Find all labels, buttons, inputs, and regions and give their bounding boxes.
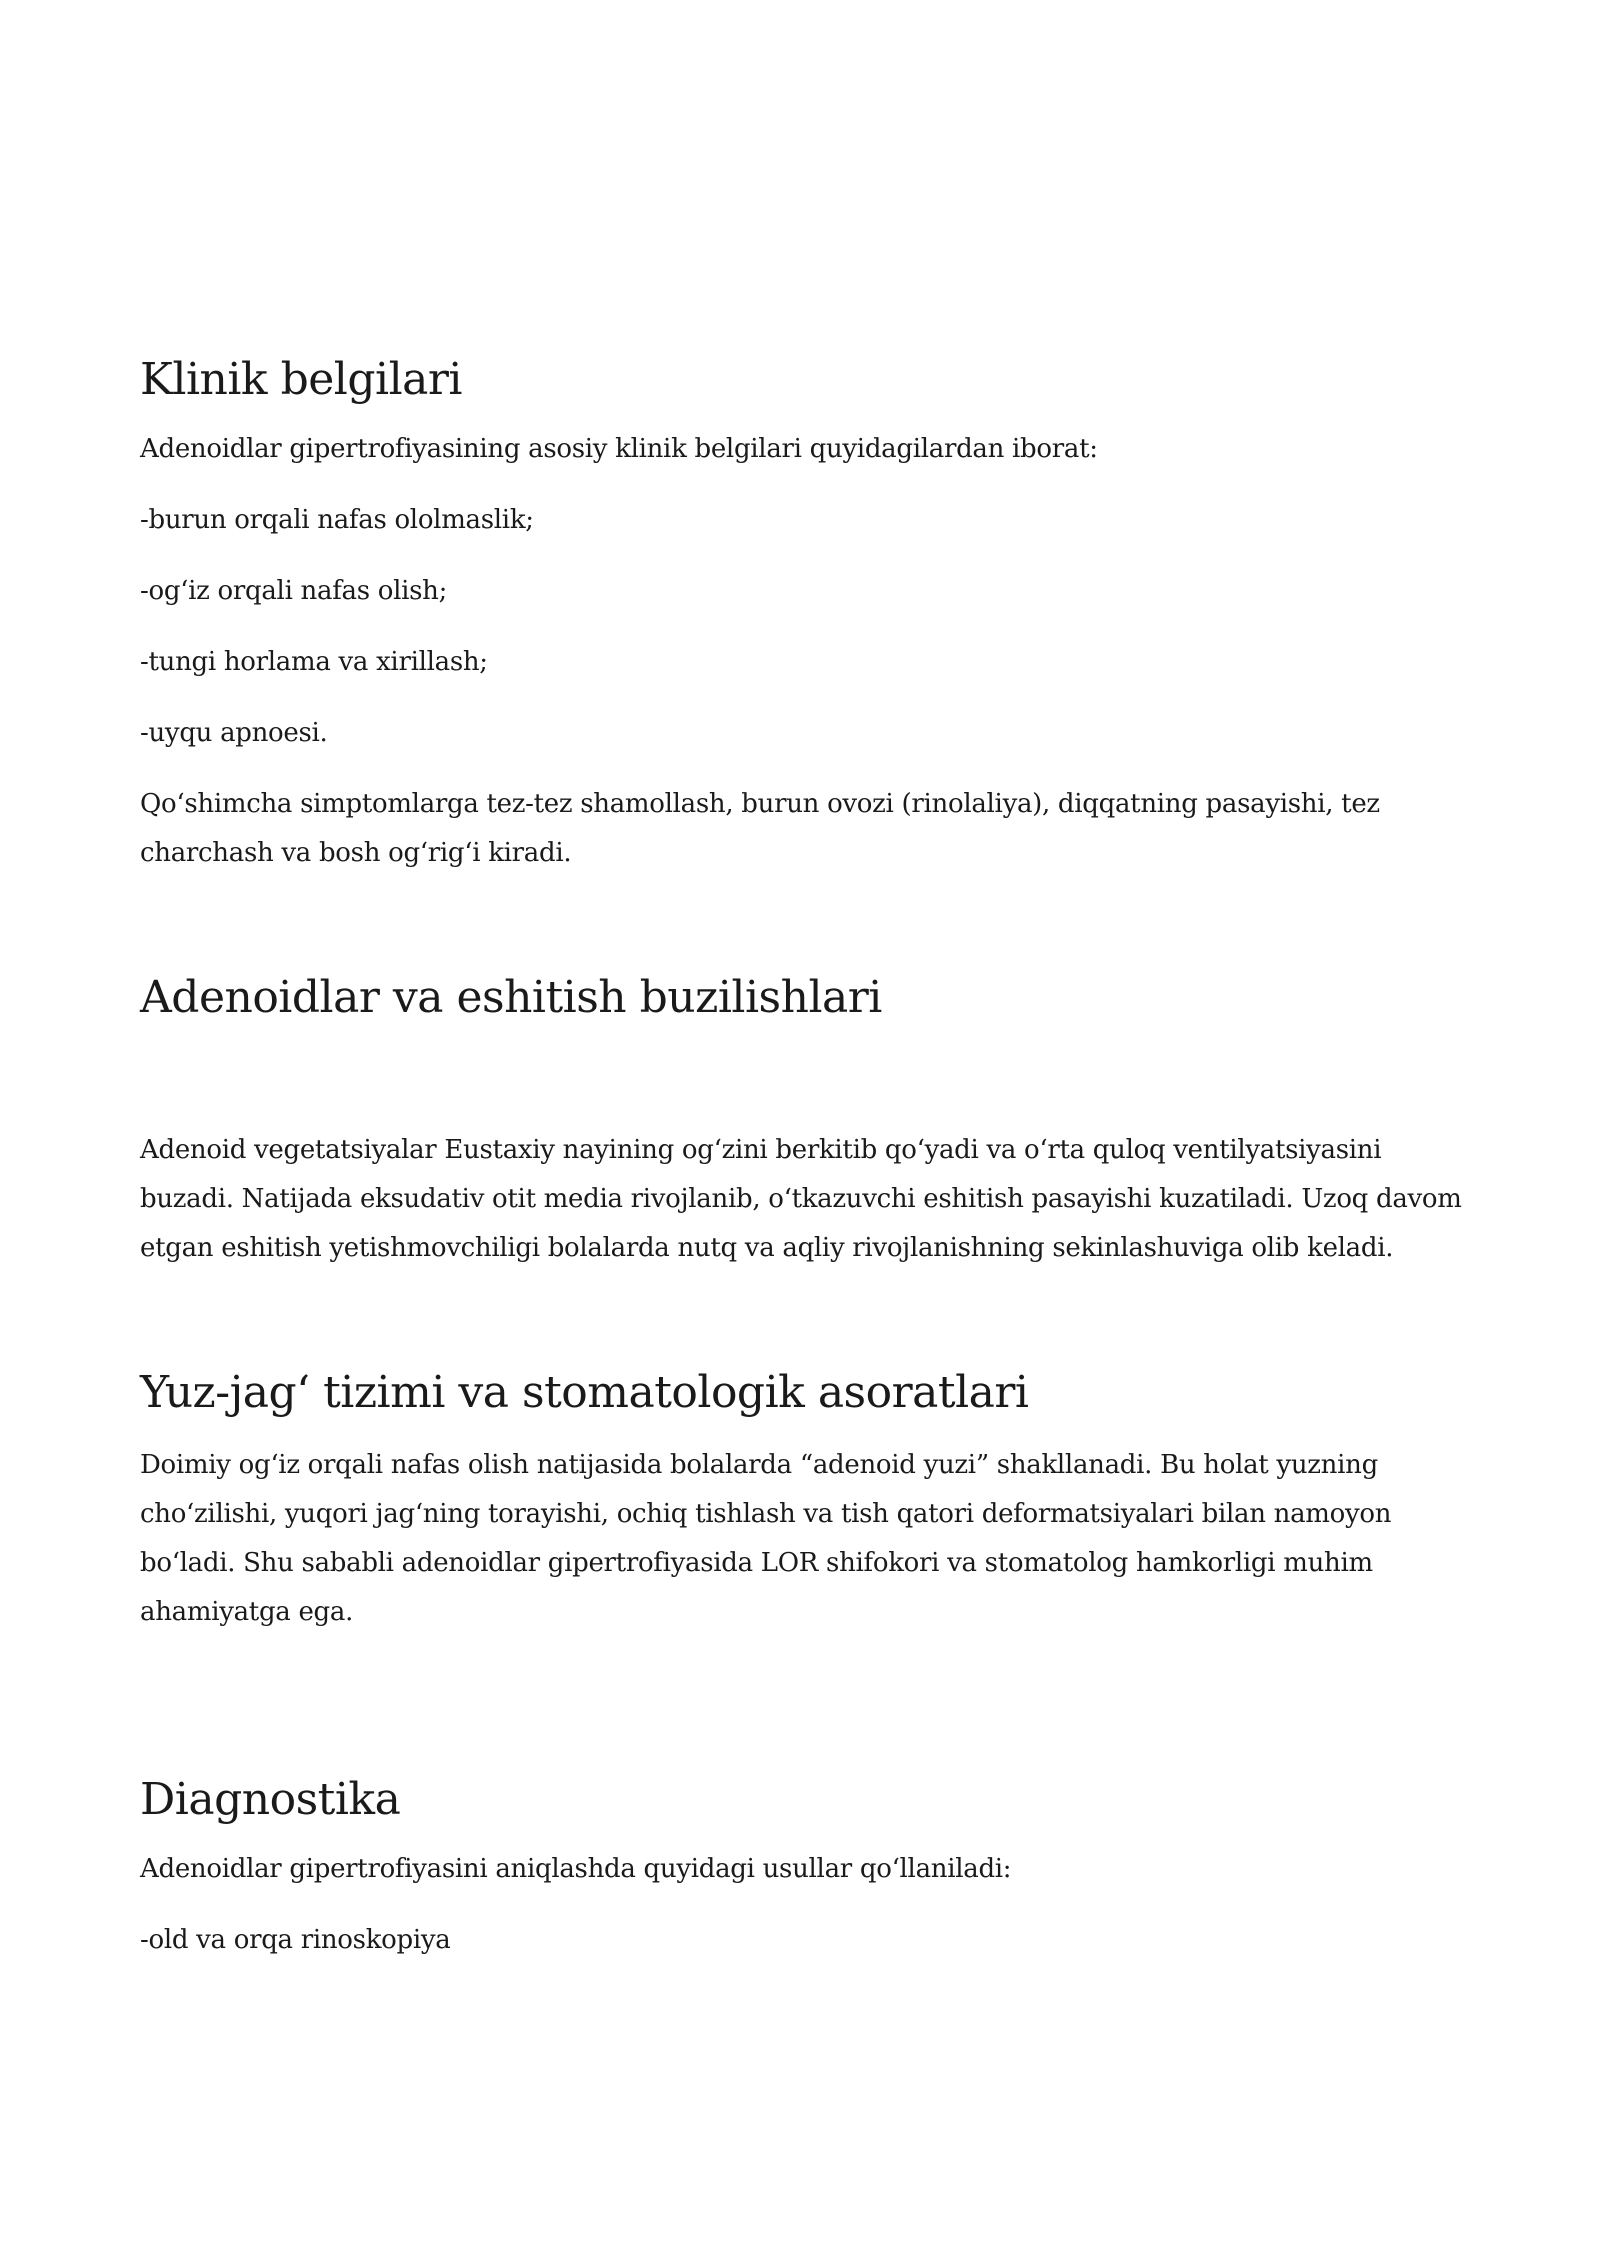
section-diagnostika [140, 1772, 1470, 1965]
list-item: -og‘iz orqali nafas olish; [140, 576, 448, 606]
section-heading: Diagnostika [140, 1774, 401, 1825]
section-heading: Adenoidlar va eshitish buzilishlari [140, 972, 882, 1023]
list-item: -old va orqa rinoskopiya [140, 1925, 451, 1955]
list-item: -uyqu apnoesi. [140, 718, 328, 748]
section-klinik-belgilari [140, 352, 1470, 878]
paragraph: Adenoidlar gipertrofiyasining asosiy klinik belgilari quyidagilardan iborat: [140, 434, 1098, 464]
section-heading: Yuz-jag‘ tizimi va stomatologik asoratlari [140, 1367, 1029, 1418]
list-item: -burun orqali nafas ololmaslik; [140, 505, 534, 535]
section-stomatologik-asoratlari [140, 1365, 1470, 1637]
paragraph: Qo‘shimcha simptomlarga tez-tez shamollash, burun ovozi (rinolaliya), diqqatning pasayishi, tez charchash va bosh og‘rig‘i kiradi. [140, 789, 1380, 868]
paragraph: Adenoidlar gipertrofiyasini aniqlashda quyidagi usullar qo‘llaniladi: [140, 1854, 1012, 1884]
section-heading: Klinik belgilari [140, 354, 462, 405]
paragraph: Doimiy og‘iz orqali nafas olish natijasida bolalarda “adenoid yuzi” shakllanadi. Bu holat yuzning cho‘zilishi, yuqori jag‘ning torayishi, ochiq tishlash va tish qatori deformatsiyalari bilan namoyon bo‘ladi. Shu sababli adenoidlar gipertrofiyasida LOR shifokori va stomatolog hamkorligi muhim ahamiyatga ega. [140, 1450, 1392, 1627]
list-item: -tungi horlama va xirillash; [140, 647, 488, 677]
section-eshitish-buzilishlari [140, 970, 1470, 1273]
paragraph: Adenoid vegetatsiyalar Eustaxiy nayining og‘zini berkitib qo‘yadi va o‘rta quloq ventilyatsiyasini buzadi. Natijada eksudativ otit media rivojlanib, o‘tkazuvchi eshitish pasayishi kuzatiladi. Uzoq davom etgan eshitish yetishmovchiligi bolalarda nutq va aqliy rivojlanishning sekinlashuviga olib keladi. [140, 1135, 1462, 1263]
document-page [140, 352, 1470, 1965]
